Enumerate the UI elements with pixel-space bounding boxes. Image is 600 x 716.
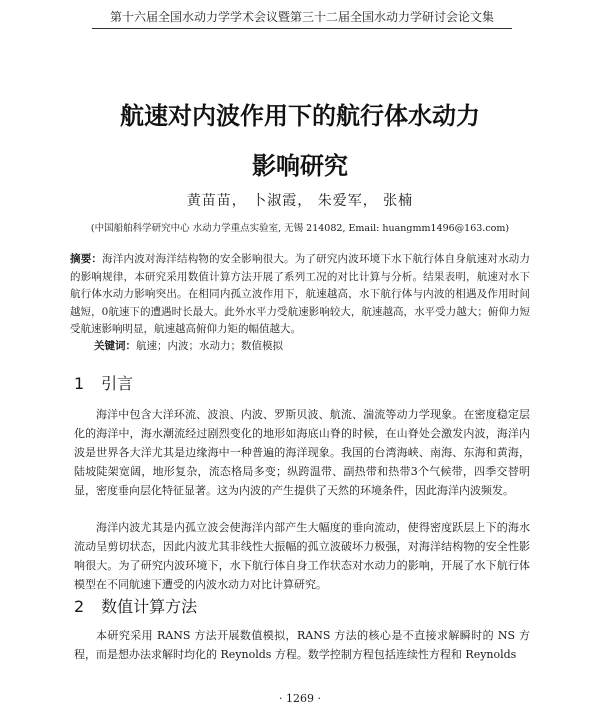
running-head: 第十六届全国水动力学学术会议暨第三十二届全国水动力学研讨会论文集	[92, 8, 512, 29]
paper-title-line-2: 影响研究	[252, 152, 348, 180]
abstract-text: 海洋内波对海洋结构物的安全影响很大。为了研究内波环境下水下航行体自身航速对水动力的影响规律，本研究采用数值计算方法开展了系列工况的对比计算与分析。结果表明，航速对水下航行体水动力影响突出。在相同内孤立波作用下，航速越高，水下航行体与内波的相遇及作用时间越短，0航速下的遭遇时长最大。此外水平力受航速影响较大，航速越高，水平受力越大；俯仰力短受航速影响明显，航速越高俯仰力矩的幅值越大。	[70, 253, 531, 335]
section-number: 1	[74, 374, 85, 393]
paragraph: 海洋中包含大洋环流、波浪、内波、罗斯贝波、航流、湍流等动力学现象。在密度稳定层化的海洋中，海水潮流经过剧烈变化的地形如海底山脊的时候，在山脊处会激发内波，海洋内波是世界各大洋尤其是边缘海中一种普遍的海洋现象。我国的台湾海峡、南海、东海和黄海，陆坡陡架宽阔，地形复杂，流态格局多变；纵跨温带、副热带和热带3个气候带，四季交替明显，密度垂向层化特征显著。这为内波的产生提供了天然的环境条件，因此海洋内波频发。	[74, 408, 530, 497]
abstract	[70, 251, 530, 339]
abstract-label: 摘要：	[70, 253, 103, 265]
paragraph: 海洋内波尤其是内孤立波会使海洋内部产生大幅度的垂向流动，使得密度跃层上下的海水流动呈剪切状态，因此内波尤其非线性大振幅的孤立波破坏力极强，对海洋结构物的安全性影响很大。为了研究内波环境下，水下航行体自身工作状态对水动力的影响，开展了水下航行体模型在不同航速下遭受的内波水动力对比计算研究。	[74, 521, 530, 591]
page-number: · 1269 ·	[279, 692, 321, 705]
paragraph: 本研究采用 RANS 方法开展数值模拟，RANS 方法的核心是不直接求解瞬时的 NS 方程，而是想办法求解时均化的 Reynolds 方程。数学控制方程包括连续性方程和 Reynolds	[74, 629, 530, 661]
author-list: 黄苗苗， 卜淑霞， 朱爱军， 张楠	[186, 193, 414, 209]
keywords-label: 关键词：	[94, 340, 136, 352]
keywords	[94, 338, 524, 355]
keywords-text: 航速；内波；水动力；数值模拟	[136, 340, 283, 352]
section-heading-numerical-method	[74, 594, 197, 617]
paper-title-line-1: 航速对内波作用下的航行体水动力	[120, 102, 480, 130]
section-number: 2	[74, 597, 85, 616]
section-heading-introduction	[74, 371, 133, 394]
section-title: 引言	[101, 374, 134, 393]
section-title: 数值计算方法	[101, 597, 198, 616]
affiliation: (中国船舶科学研究中心 水动力学重点实验室, 无锡 214082, Email: huangmm1496@163.com)	[90, 223, 510, 234]
